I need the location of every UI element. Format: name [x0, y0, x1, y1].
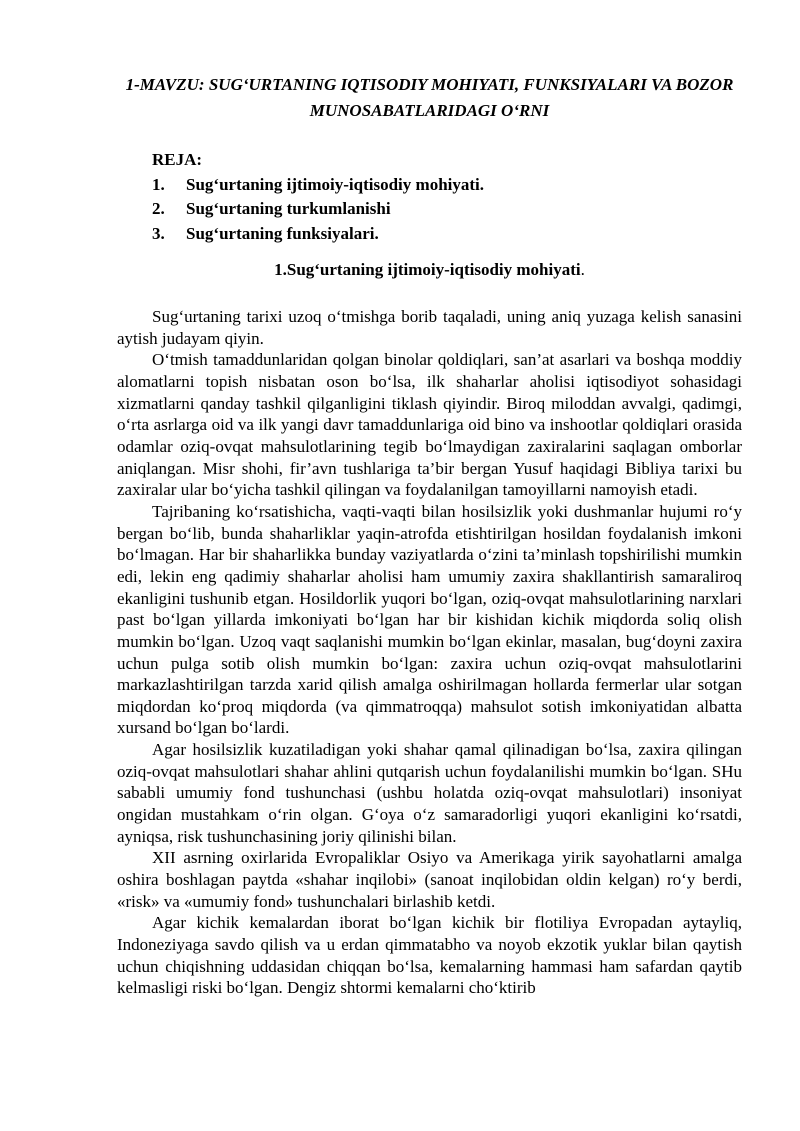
plan-heading: REJA:: [152, 150, 203, 169]
section-heading-text: 1.Sug‘urtaning ijtimoiy-iqtisodiy mohiyati: [274, 260, 581, 279]
plan-item: [152, 173, 742, 198]
plan-item-text: Sug‘urtaning turkumlanishi: [186, 199, 391, 218]
plan-item-number: 2.: [152, 199, 165, 218]
document-title: 1-MAVZU: SUG‘URTANING IQTISODIY MOHIYATI, FUNKSIYALARI VA BOZOR MUNOSABATLARIDAGI O‘RNI: [125, 75, 734, 120]
plan-list: [152, 173, 742, 247]
plan-item-number: 3.: [152, 223, 165, 243]
plan-item: [152, 197, 742, 222]
paragraph: Sug‘urtaning tarixi uzoq o‘tmishga borib taqaladi, uning aniq yuzaga kelish sanasini aytish judayam qiyin.: [117, 307, 742, 348]
plan-item-text: Sug‘urtaning ijtimoiy-iqtisodiy mohiyati.: [186, 174, 485, 194]
plan-block: [117, 148, 742, 246]
paragraph: Agar kichik kemalardan iborat bo‘lgan kichik bir flotiliya Evropadan aytayliq, Indoneziyaga savdo qilish va u erdan qimmatabho va noyob ekzotik yuklar bilan qaytish uchun chiqishning uddasidan chiqqan bo‘lsa, kemalarning hammasi ham safardan qaytib kelmasligi riski bo‘lgan. Dengiz shtormi kemalarni cho‘ktirib: [117, 913, 742, 998]
plan-item: [152, 222, 742, 247]
paragraph: Agar hosilsizlik kuzatiladigan yoki shahar qamal qilinadigan bo‘lsa, zaxira qilingan oziq-ovqat mahsulotlari shahar ahlini qutqarish uchun foydalanilishi mumkin bo‘lgan. SHu sababli umumiy fond tushunchasi (ushbu holatda oziq-ovqat mahsulotlari) insoniyat ongidan mustahkam o‘rin olgan. G‘oya o‘z samaradorligi yuqori ekanligini ko‘rsatdi, ayniqsa, risk tushunchasining joriy qilinishi bilan.: [117, 740, 742, 846]
section-heading: [117, 258, 742, 282]
paragraph: XII asrning oxirlarida Evropaliklar Osiyo va Amerikaga yirik sayohatlarni amalga oshira boshlagan paytda «shahar inqilobi» (sanoat inqilobidan oldin kelgan) ro‘y berdi, «risk» va «umumiy fond» tushunchalari birlashib ketdi.: [117, 848, 742, 911]
body-text: [117, 306, 742, 999]
plan-item-text: Sug‘urtaning funksiyalari.: [186, 223, 379, 243]
paragraph: O‘tmish tamaddunlaridan qolgan binolar qoldiqlari, san’at asarlari va boshqa moddiy alomatlarni topish nisbatan oson bo‘lsa, ilk shaharlar aholisi iqtisodiyot sohasidagi xizmatlarni qanday tashkil qilganligini tiklash qiyindir. Biroq miloddan avvalgi, qadimgi, o‘rta asrlarga oid va ilk yangi davr tamaddunlariga oid bino va inshootlar qoldiqlari orasida odamlar oziq-ovqat mahsulotlarining tegib bo‘lmaydigan zaxiralarini saqlagan omborlar aniqlangan. Misr shohi, fir’avn tushlariga ta’bir bergan Yusuf haqidagi Bibliya tarixi bu zaxiralar ular bo‘yicha tashkil qilingan va foydalanilgan tamoyillarni namoyish etadi.: [117, 350, 742, 500]
section-heading-period: .: [580, 260, 585, 279]
plan-item-number: 1.: [152, 174, 165, 194]
paragraph: Tajribaning ko‘rsatishicha, vaqti-vaqti bilan hosilsizlik yoki dushmanlar hujumi ro‘y bergan bo‘lib, bunda shaharliklar yaqin-atrofda etishtirilgan hosildan foydalanish imkoni bo‘lmagan. Har bir shaharlikka bunday vaziyatlarda o‘zini ta’minlash topshirilishi mumkin edi, lekin eng qadimiy shaharlar aholisi ham umumiy zaxira shakllantirish samaraliroq ekanligini tushunib etgan. Hosildorlik yuqori bo‘lgan, oziq-ovqat mahsulotlarining narxlari past bo‘lgan yillarda imkoniyati bo‘lgan har bir kishidan kichik miqdorda soliq olish mumkin bo‘lgan. Uzoq vaqt saqlanishi mumkin bo‘lgan ekinlar, masalan, bug‘doyni zaxira uchun pulga sotib olish mumkin bo‘lgan: zaxira uchun oziq-ovqat mahsulotlarini markazlashtirilgan tarzda xarid qilish amalga oshirilmagan hollarda fermerlar ular sotgan miqdordan ko‘proq miqdorda (va qimmatroqqa) mahsulot sotish imkoniyatidan albatta xursand bo‘lgan bo‘lardi.: [117, 501, 742, 738]
document-page: [117, 72, 742, 999]
